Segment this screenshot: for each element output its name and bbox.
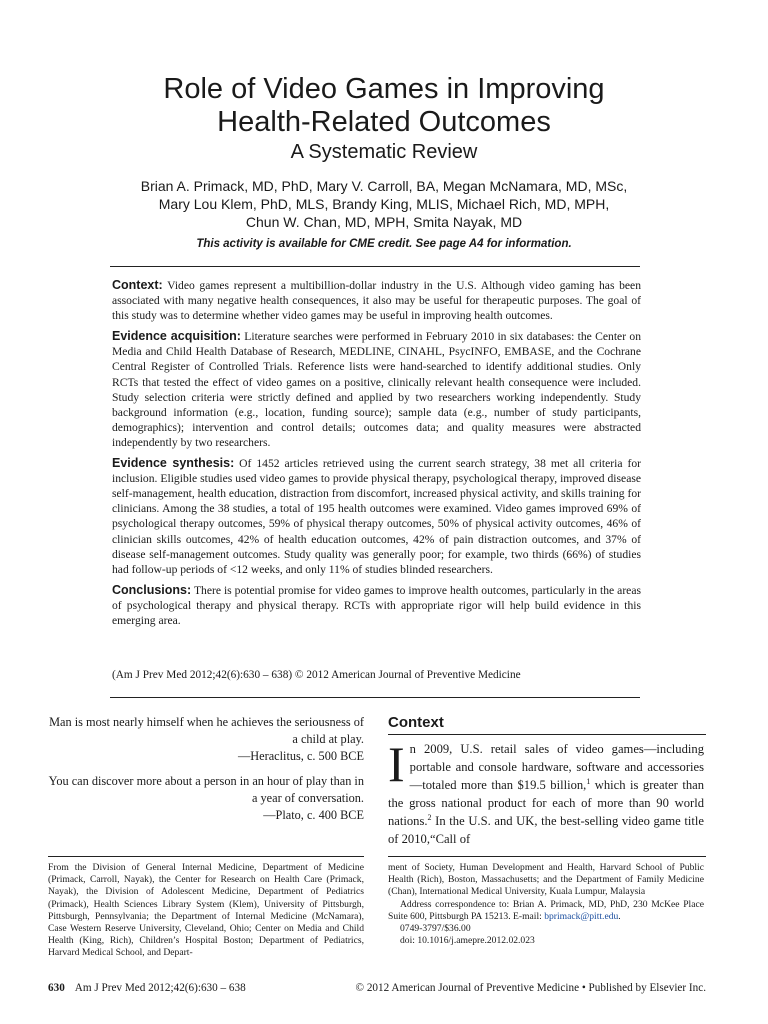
footnote-address-end: .: [618, 910, 621, 922]
article-title-line1: Role of Video Games in Improving: [163, 73, 605, 105]
article-title-line2: Health-Related Outcomes: [217, 106, 551, 138]
abstract: [112, 278, 641, 634]
abstract-conclusions-text: There is potential promise for video games to improve health outcomes, particularly in the areas of psychological therapy and physical therapy. RCTs with appropriate rigor will help build evidence in this emerging area.: [112, 583, 641, 627]
abstract-context-heading: Context:: [112, 278, 163, 292]
abstract-evidence-heading: Evidence acquisition:: [112, 329, 241, 344]
abstract-conclusions-heading: Conclusions:: [112, 582, 192, 597]
authors-line3: Chun W. Chan, MD, MPH, Smita Nayak, MD: [245, 214, 523, 230]
footnote-rule-left: [48, 856, 364, 857]
footnote-rule-right: [388, 856, 706, 857]
abstract-synthesis-text: Of 1452 articles retrieved using the current search strategy, 38 met all criteria for inclusion. Eligible studies used video games to provide physical therapy, psychological therapy, improved disease self-management, health education, distraction from discomfort, increased physical activity, and skills training for clinicians. Among the 38 studies, a total of 195 health outcomes were examined. Video games improved 69% of psychological therapy outcomes, 59% of physical therapy outcomes, 50% of physical activity outcomes, 46% of clinician skills outcomes, 42% of health education outcomes, 42% of pain distraction outcomes, and 37% of disease self-management outcomes. Study quality was generally poor; for example, two thirds (66%) of studies had follow-up periods of <12 weeks, and only 11% of studies blinded researchers.: [112, 457, 641, 576]
epigraph-quote-2: [48, 773, 364, 824]
context-text-b: which is greater than the gross national product for each of more than 90 world nations.: [388, 778, 705, 828]
epigraph-attribution-2: —Plato, c. 400 BCE: [263, 808, 364, 822]
footnote-address: [388, 899, 704, 923]
epigraph-attribution-1: —Heraclitus, c. 500 BCE: [237, 749, 364, 763]
abstract-synthesis-heading: Evidence synthesis:: [112, 456, 235, 471]
page-footer: [48, 982, 706, 994]
abstract-evidence-text: Literature searches were performed in February 2010 in six databases: the Center on Media and Child Health Database of Research, MEDLINE, CINAHL, PsycINFO, EMBASE, and the Cochrane Central Register of Controlled Trials. Reference lists were hand-searched to identify additional studies. Only RCTs that tested the effect of video games on a positive, clinically relevant health consequence were included. Study selection criteria were strictly defined and applied by two researchers working independently. Study background information (e.g., location, funding source); sample data (e.g., number of study participants, demographics); intervention and control details; outcomes data; and quality measures were abstracted independently by two researchers.: [112, 330, 641, 449]
abstract-top-rule: [110, 266, 640, 267]
authors-line1: Brian A. Primack, MD, PhD, Mary V. Carroll, BA, Megan McNamara, MD, MSc,: [140, 178, 628, 194]
reference-1[interactable]: 1: [586, 776, 591, 786]
abstract-conclusions: [112, 583, 641, 628]
footnote-left-text: From the Division of General Internal Medicine, Department of Medicine (Primack, Carroll, Nayak), the Center for Research on Health Care (Primack, Nayak), the Division of Adolescent Medicine, Department of Pediatrics (Primack), Health Sciences Library System (Klem), University of Pittsburgh, Pittsburgh, Pennsylvania; the Department of Internal Medicine (McNamara), Case Western Reserve University, Cleveland, Ohio; Center on Media and Child Health (King, Rich), Children’s Hospital Boston; Department of Pediatrics, Harvard Medical School, and Depart-: [48, 862, 364, 959]
reference-2[interactable]: 2: [427, 812, 432, 822]
authors-line2: Mary Lou Klem, PhD, MLS, Brandy King, MLIS, Michael Rich, MD, MPH,: [158, 196, 610, 212]
context-text-a: n 2009, U.S. retail sales of video games—including portable and console hardware, software and accessories—totaled more than $19.5 billion,: [409, 742, 704, 792]
epigraph-quote-2-text: You can discover more about a person in an hour of play than in a year of conversation.: [48, 774, 364, 805]
cme-credit-note: This activity is available for CME credit. See page A4 for information.: [196, 238, 572, 250]
epigraph-quote-1: [48, 714, 364, 765]
page-number: 630: [48, 982, 65, 994]
footnote-issn: 0749-3797/$36.00: [400, 923, 471, 935]
footer-copyright: © 2012 American Journal of Preventive Medicine • Published by Elsevier Inc.: [355, 982, 706, 994]
epigraph-quote-1-text: Man is most nearly himself when he achieves the seriousness of a child at play.: [49, 715, 364, 746]
journal-citation: (Am J Prev Med 2012;42(6):630 – 638) © 2012 American Journal of Preventive Medicine: [112, 669, 521, 681]
section-title-context: Context: [388, 714, 444, 731]
abstract-context-text: Video games represent a multibillion-dollar industry in the U.S. Although video gaming has been associated with many negative health consequences, it also may be useful for therapeutic purposes. The goal of this study was to determine whether video games may be useful in improving health outcomes.: [112, 279, 641, 323]
context-paragraph: [388, 736, 705, 848]
author-email-link[interactable]: bprimack@pitt.edu: [544, 910, 619, 922]
context-text-c: In the U.S. and UK, the best-selling video game title of 2010,“Call of: [388, 814, 704, 846]
section-title-rule: [388, 734, 706, 735]
article-subtitle: A Systematic Review: [290, 141, 478, 163]
abstract-evidence-synthesis: [112, 456, 641, 577]
footnote-address-text: Address correspondence to: Brian A. Primack, MD, PhD, 230 McKee Place Suite 600, Pittsburgh PA 15213. E-mail:: [388, 898, 704, 922]
epigraph: [48, 714, 364, 832]
footnote-affiliations-right: [388, 862, 704, 947]
footnote-right-affiliations: ment of Society, Human Development and Health, Harvard School of Public Health (Rich), Boston, Massachusetts; and the Department of Family Medicine (Chan), International Medical University, Kuala Lumpur, Malaysia: [388, 862, 704, 898]
abstract-bottom-rule: [110, 697, 640, 698]
footnote-affiliations-left: [48, 862, 364, 960]
context-body: [388, 736, 705, 848]
footnote-doi: doi: 10.1016/j.amepre.2012.02.023: [400, 935, 535, 947]
footer-journal: Am J Prev Med 2012;42(6):630 – 638: [74, 982, 246, 994]
abstract-context: [112, 278, 641, 323]
drop-cap: I: [388, 736, 405, 792]
abstract-evidence-acquisition: [112, 329, 641, 450]
